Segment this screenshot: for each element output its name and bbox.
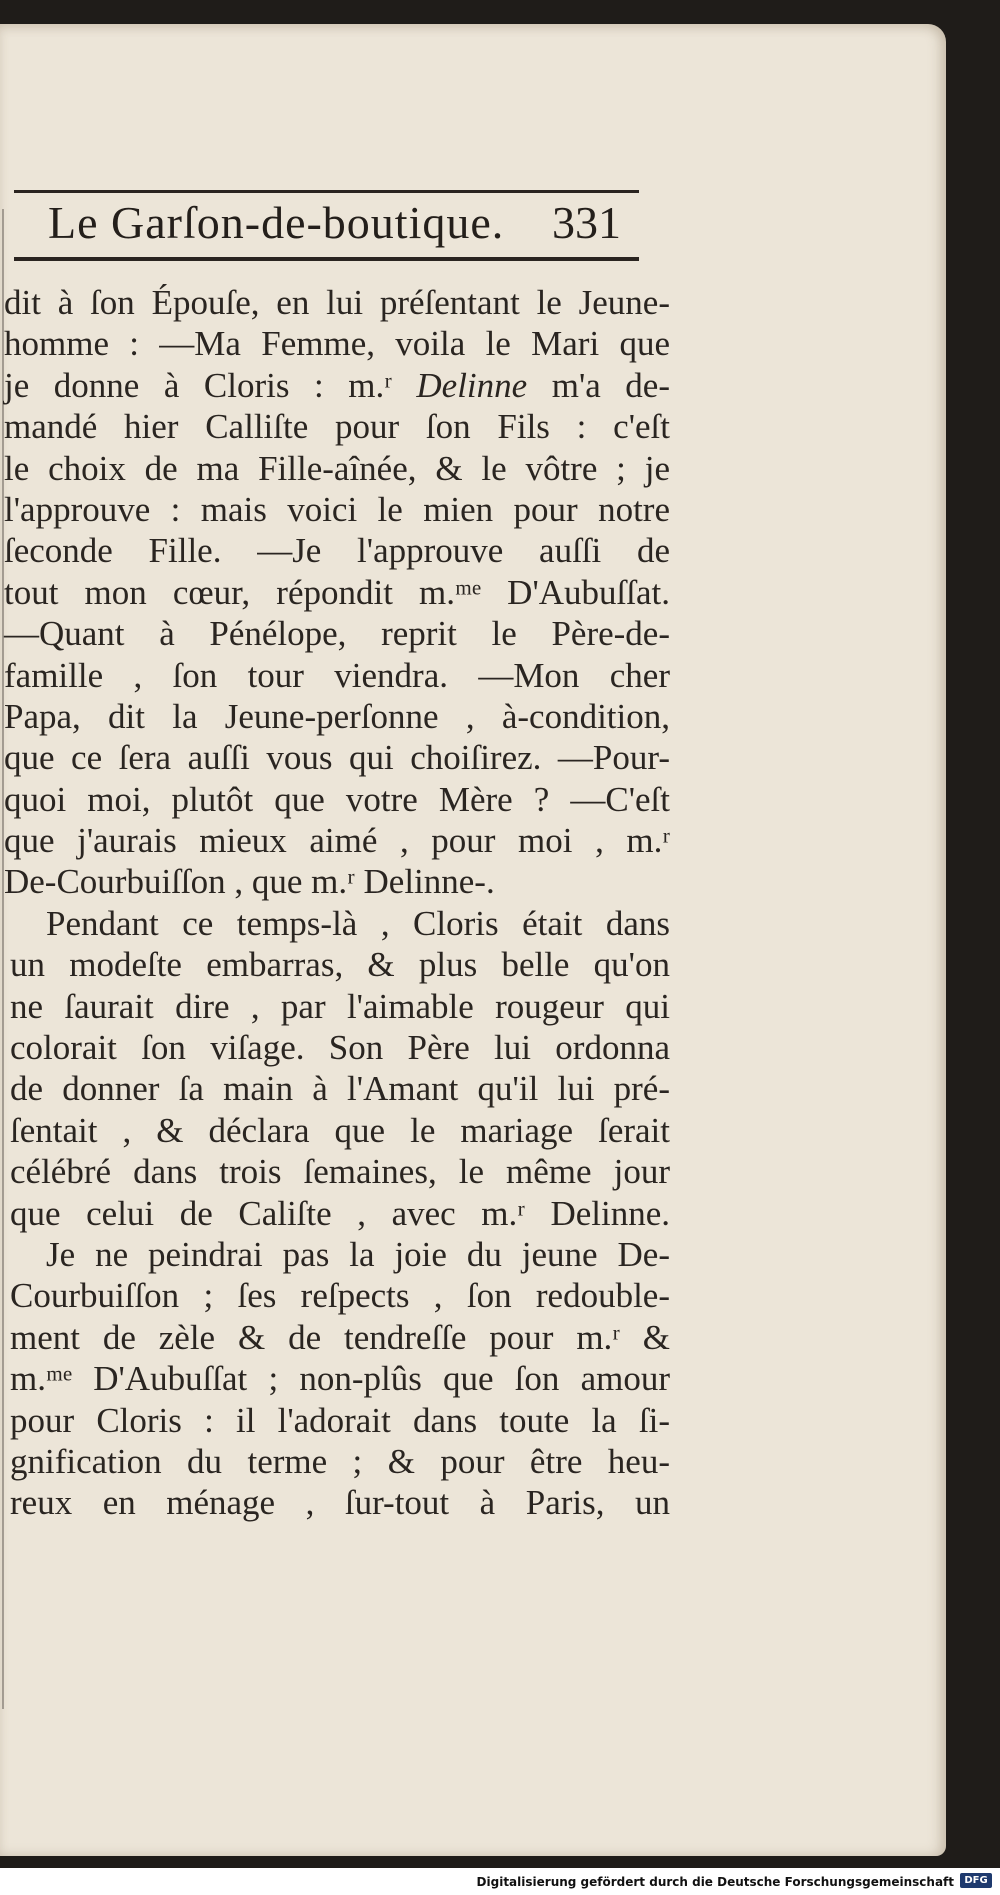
text-line: que ce ſera auſſi vous qui choiſirez. —Pour-: [4, 738, 670, 778]
text-line: mandé hier Calliſte pour ſon Fils : c'eſt: [4, 407, 670, 447]
text-line: ment de zèle & de tendreſſe pour m.ʳ &: [10, 1317, 670, 1357]
text-line: un modeſte embarras, & plus belle qu'on: [10, 945, 670, 985]
text-line: famille , ſon tour viendra. —Mon cher: [4, 655, 670, 695]
header-rule-bottom: [14, 257, 639, 261]
funding-credit: Digitalisierung gefördert durch die Deutsche Forschungsgemeinschaft: [476, 1875, 954, 1889]
text-line: colorait ſon viſage. Son Père lui ordonna: [10, 1028, 670, 1068]
text-line: célébré dans trois ſemaines, le même jour: [10, 1152, 670, 1192]
text-line: le choix de ma Fille-aînée, & le vôtre ; je: [4, 448, 670, 488]
text-line: homme : —Ma Femme, voila le Mari que: [4, 324, 670, 364]
running-head-title: Le Garſon-de-boutique.: [48, 197, 505, 248]
text-line: m.ᵐᵉ D'Aubuſſat ; non-plûs que ſon amour: [10, 1359, 670, 1399]
text-line: l'approuve : mais voici le mien pour notre: [4, 489, 670, 529]
text-line: que celui de Caliſte , avec m.ʳ Delinne.: [10, 1193, 670, 1233]
text-line: [0, 365, 670, 406]
text-line: De-Courbuiſſon , que m.ʳ Delinne-.: [4, 862, 495, 902]
text-line: ſeconde Fille. —Je l'approuve auſſi de: [4, 531, 670, 571]
text-line: dit à ſon Épouſe, en lui préſentant le Jeune-: [4, 283, 670, 322]
text-line: pour Cloris : il l'adorait dans toute la ſi-: [10, 1400, 670, 1440]
text-line: que j'aurais mieux aimé , pour moi , m.ʳ: [4, 821, 670, 861]
text-line: Je ne peindrai pas la joie du jeune De-: [46, 1234, 670, 1274]
text-line: ne ſaurait dire , par l'aimable rougeur qui: [10, 986, 670, 1026]
page-number: 331: [552, 197, 621, 248]
text-line: —Quant à Pénélope, reprit le Père-de-: [4, 614, 670, 654]
italic-name: Delinne: [416, 365, 528, 405]
text-line: gnification du terme ; & pour être heu-: [10, 1441, 670, 1481]
book-page: [0, 24, 946, 1856]
text-line: reux en ménage , ſur-tout à Paris, un: [10, 1483, 670, 1523]
text-line: quoi moi, plutôt que votre Mère ? —C'eſt: [4, 779, 670, 819]
text-segment: m'a de-: [527, 365, 671, 405]
text-line: ſentait , & déclara que le mariage ſerait: [10, 1110, 670, 1150]
text-line: tout mon cœur, répondit m.ᵐᵉ D'Aubuſſat.: [4, 572, 670, 612]
header-rule-top: [14, 190, 639, 193]
text-line: Pendant ce temps-là , Cloris était dans: [46, 903, 670, 943]
text-line: Courbuiſſon ; ſes reſpects , ſon redouble-: [10, 1276, 670, 1316]
digitization-footer: [0, 1868, 1000, 1895]
text-line: de donner ſa main à l'Amant qu'il lui pré-: [10, 1069, 670, 1109]
text-segment: je donne à Cloris : m.ʳ: [4, 365, 417, 405]
running-head: [14, 160, 644, 270]
body-text: [0, 282, 670, 1524]
dfg-logo: DFG: [960, 1873, 992, 1888]
text-line: Papa, dit la Jeune-perſonne , à-condition,: [4, 696, 670, 736]
